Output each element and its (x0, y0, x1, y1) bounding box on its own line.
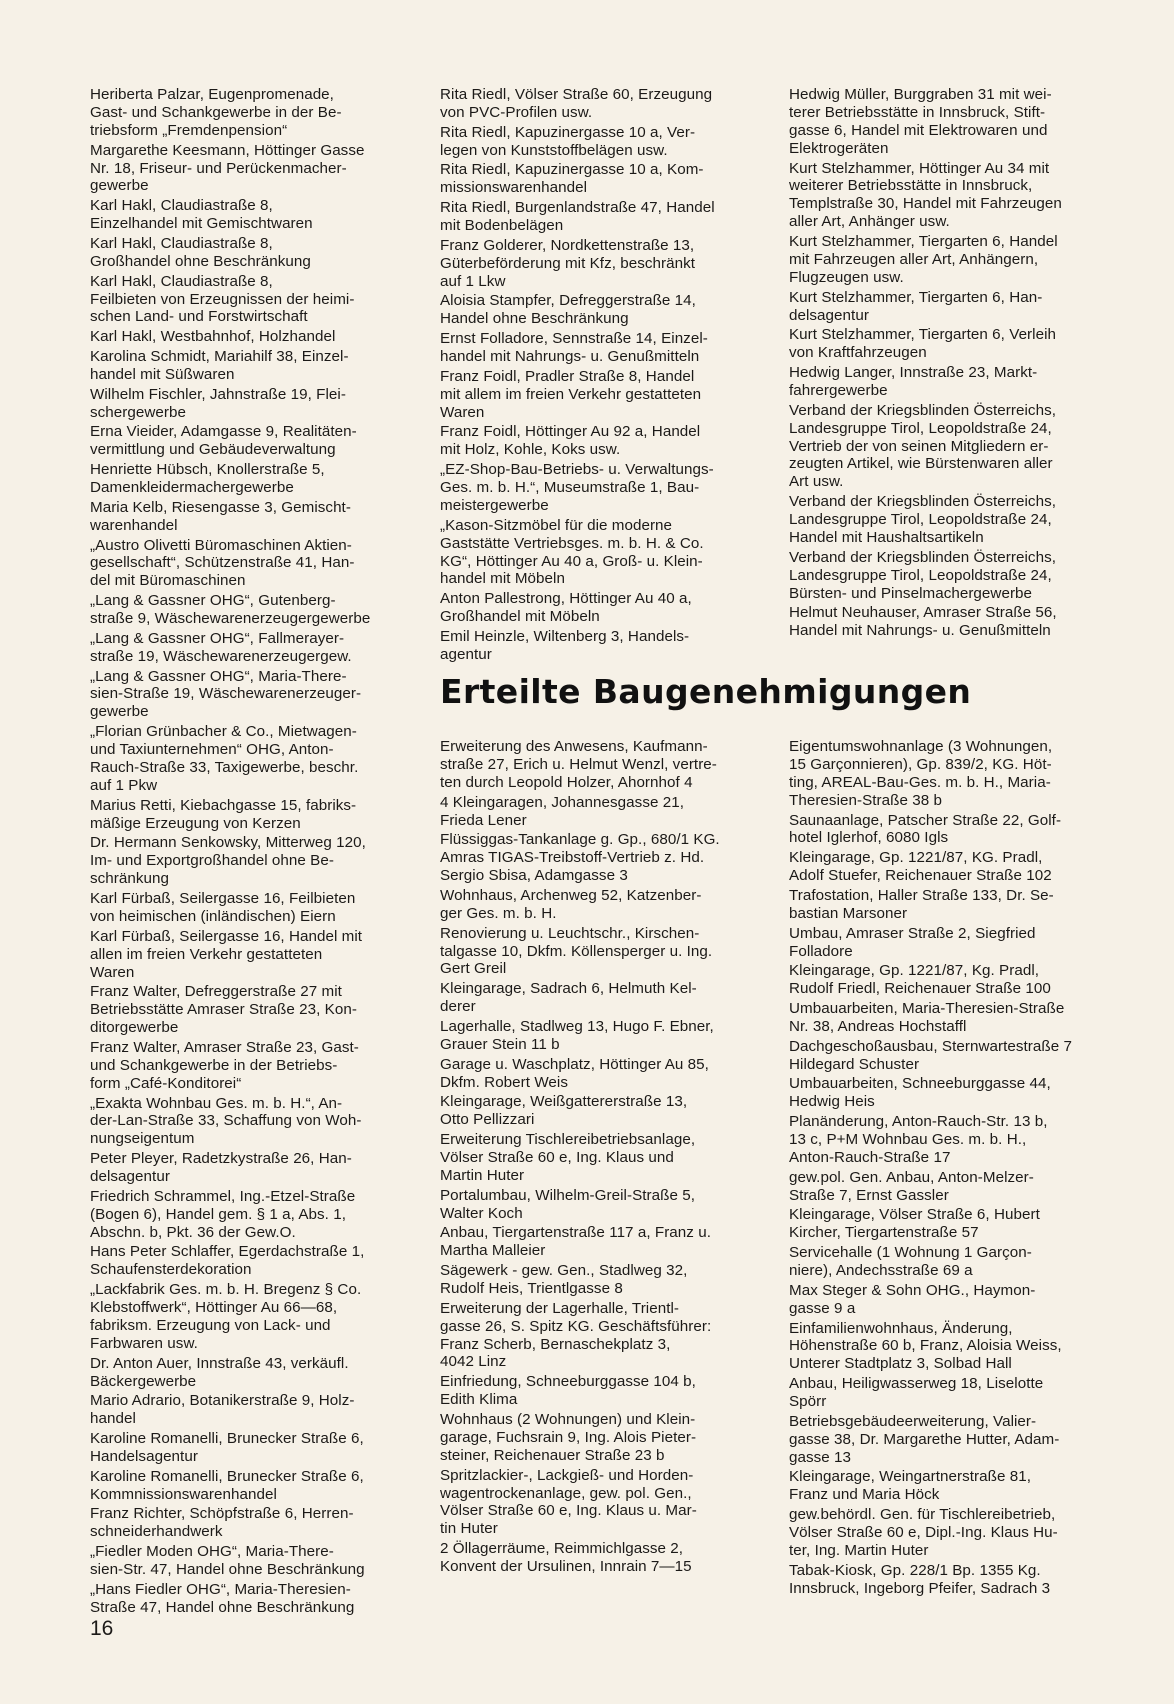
list-entry: Kleingarage, Sadrach 6, Helmuth Kel- derer (440, 980, 697, 1016)
list-entry: Rita Riedl, Kapuzinergasse 10 a, Ver- legen von Kunststoffbelägen usw. (440, 123, 696, 159)
column-3-building-permits (789, 738, 1119, 1600)
list-entry: Einfriedung, Schneeburggasse 104 b, Edith Klima (440, 1373, 696, 1409)
list-entry: Flüssiggas-Tankanlage g. Gp., 680/1 KG. Amras TIGAS-Treibstoff-Vertrieb z. Hd. Sergio Sbisa, Adamgasse 3 (440, 831, 720, 885)
list-entry: Henriette Hübsch, Knollerstraße 5, Damenkleidermachergewerbe (90, 461, 325, 497)
list-entry: 2 Öllagerräume, Reimmichlgasse 2, Konvent der Ursulinen, Innrain 7—15 (440, 1540, 692, 1576)
list-entry: Kleingarage, Weingartnerstraße 81, Franz und Maria Höck (789, 1468, 1032, 1504)
list-entry: „Lang & Gassner OHG“, Fallmerayer- straße 19, Wäschewarenerzeugergew. (90, 629, 352, 665)
list-entry: Margarethe Keesmann, Höttinger Gasse Nr. 18, Friseur- und Perückenmacher- gewerbe (90, 141, 365, 195)
list-entry: Karl Fürbaß, Seilergasse 16, Handel mit allen im freien Verkehr gestatteten Waren (90, 927, 363, 981)
list-entry: Heriberta Palzar, Eugenpromenade, Gast- und Schankgewerbe in der Be- triebsform „Fremdenpension“ (90, 86, 342, 139)
list-entry: Erweiterung des Anwesens, Kaufmann- straße 27, Erich u. Helmut Wenzl, vertre- ten durch Leopold Holzer, Ahornhof 4 (440, 738, 717, 791)
list-entry: Karolina Schmidt, Mariahilf 38, Einzel- handel mit Süßwaren (90, 348, 349, 383)
column-3-trade-licenses (789, 86, 1119, 642)
list-entry: Karoline Romanelli, Brunecker Straße 6, Handelsagentur (90, 1430, 364, 1465)
list-entry: Trafostation, Haller Straße 133, Dr. Se- bastian Marsoner (789, 886, 1054, 922)
list-entry: Franz Foidl, Höttinger Au 92 a, Handel mit Holz, Kohle, Koks usw. (440, 423, 701, 459)
list-entry: Maria Kelb, Riesengasse 3, Gemischt- warenhandel (90, 498, 351, 534)
list-entry: Mario Adrario, Botanikerstraße 9, Holz- handel (90, 1392, 355, 1428)
list-entry: „Austro Olivetti Büromaschinen Aktien- gesellschaft“, Schützenstraße 41, Han- del mit Büromaschinen (90, 536, 355, 590)
list-entry: „EZ-Shop-Bau-Betriebs- u. Verwaltungs- Ges. m. b. H.“, Museumstraße 1, Bau- meistergewerbe (440, 461, 714, 514)
list-entry: Franz Golderer, Nordkettenstraße 13, Güterbeförderung mit Kfz, beschränkt auf 1 Lkw (440, 236, 696, 290)
list-entry: Garage u. Waschplatz, Höttinger Au 85, Dkfm. Robert Weis (440, 1055, 709, 1091)
list-entry: Kleingarage, Völser Straße 6, Hubert Kircher, Tiergartenstraße 57 (789, 1206, 1040, 1242)
list-entry: Helmut Neuhauser, Amraser Straße 56, Handel mit Nahrungs- u. Genußmitteln (789, 604, 1057, 640)
list-entry: Kleingarage, Weißgattererstraße 13, Otto Pellizzari (440, 1093, 688, 1129)
list-entry: Franz Walter, Defreggerstraße 27 mit Betriebsstätte Amraser Straße 23, Kon- ditorgewerbe (90, 983, 357, 1037)
column-2-trade-licenses (440, 86, 770, 666)
list-entry: Friedrich Schrammel, Ing.-Etzel-Straße (Bogen 6), Handel gem. § 1 a, Abs. 1, Abschn. b, Pkt. 36 der Gew.O. (90, 1187, 356, 1241)
list-entry: Kurt Stelzhammer, Höttinger Au 34 mit weiterer Betriebsstätte in Innsbruck, Templstraße 30, Handel mit Fahrzeugen aller Art, Anhänger usw. (789, 159, 1062, 231)
list-entry: Renovierung u. Leuchtschr., Kirschen- talgasse 10, Dkfm. Köllensperger u. Ing. Gert Greil (440, 924, 713, 978)
list-entry: Spritzlackier-, Lackgieß- und Horden- wagentrockenanlage, gew. pol. Gen., Völser Straße 60 e, Ing. Klaus u. Mar- tin Huter (440, 1466, 697, 1538)
list-entry: Portalumbau, Wilhelm-Greil-Straße 5, Walter Koch (440, 1186, 695, 1222)
list-entry: „Exakta Wohnbau Ges. m. b. H.“, An- der-Lan-Straße 33, Schaffung von Woh- nungseigentum (90, 1094, 362, 1148)
list-entry: Aloisia Stampfer, Defreggerstraße 14, Handel ohne Beschränkung (440, 292, 696, 328)
list-entry: Peter Pleyer, Radetzkystraße 26, Han- delsagentur (90, 1150, 352, 1186)
list-entry: „Lackfabrik Ges. m. b. H. Bregenz § Co. Klebstoffwerk“, Höttinger Au 66—68, fabriksm. Erzeugung von Lack- und Farbwaren usw. (90, 1281, 362, 1352)
list-entry: Verband der Kriegsblinden Österreichs, Landesgruppe Tirol, Leopoldstraße 24, Vertrieb der von seinen Mitgliedern er- zeugten Artikel, wie Bürstenwaren aller Art usw. (789, 401, 1056, 491)
list-entry: Tabak-Kiosk, Gp. 228/1 Bp. 1355 Kg. Innsbruck, Ingeborg Pfeifer, Sadrach 3 (789, 1561, 1051, 1597)
list-entry: Betriebsgebäudeerweiterung, Valier- gasse 38, Dr. Margarethe Hutter, Adam- gasse 13 (789, 1412, 1060, 1466)
page-number: 16 (90, 1617, 114, 1640)
list-entry: Planänderung, Anton-Rauch-Str. 13 b, 13 c, P+M Wohnbau Ges. m. b. H., Anton-Rauch-Straße 17 (789, 1113, 1048, 1166)
list-entry: Franz Walter, Amraser Straße 23, Gast- und Schankgewerbe in der Betriebs- form „Café-Konditorei“ (90, 1038, 359, 1092)
list-entry: „Kason-Sitzmöbel für die moderne Gaststätte Vertriebsges. m. b. H. & Co. KG“, Höttinger Au 40 a, Groß- u. Klein- handel mit Möbeln (440, 516, 704, 588)
list-entry: Hedwig Müller, Burggraben 31 mit wei- terer Betriebsstätte in Innsbruck, Stift- gasse 6, Handel mit Elektrowaren und Elektrogeräten (789, 86, 1052, 157)
list-entry: Erweiterung der Lagerhalle, Trientl- gasse 26, S. Spitz KG. Geschäftsführer: Franz Scherb, Bernaschekplatz 3, 4042 Linz (440, 1299, 712, 1371)
list-entry: „Fiedler Moden OHG“, Maria-There- sien-Str. 47, Handel ohne Beschränkung (90, 1543, 365, 1579)
list-entry: gew.pol. Gen. Anbau, Anton-Melzer- Straße 7, Ernst Gassler (789, 1168, 1034, 1204)
list-entry: Karl Hakl, Claudiastraße 8, Feilbieten von Erzeugnissen der heimi- schen Land- und Forstwirtschaft (90, 272, 355, 326)
list-entry: Anbau, Tiergartenstraße 117 a, Franz u. Martha Malleier (440, 1224, 711, 1260)
list-entry: Karl Hakl, Westbahnhof, Holzhandel (90, 328, 336, 346)
list-entry: Saunaanlage, Patscher Straße 22, Golf- hotel Iglerhof, 6080 Igls (789, 811, 1062, 847)
list-entry: Hedwig Langer, Innstraße 23, Markt- fahrergewerbe (789, 364, 1038, 399)
list-entry: Eigentumswohnanlage (3 Wohnungen, 15 Garçonnieren), Gp. 839/2, KG. Höt- ting, AREAL-Bau-Ges. m. b. H., Maria- Theresien-Straße 38 b (789, 738, 1053, 809)
list-entry: Franz Richter, Schöpfstraße 6, Herren- schneiderhandwerk (90, 1505, 354, 1541)
list-entry: Karoline Romanelli, Brunecker Straße 6, Kommnissionswarenhandel (90, 1467, 364, 1503)
list-entry: Anbau, Heiligwasserweg 18, Liselotte Spörr (789, 1375, 1044, 1411)
list-entry: Karl Fürbaß, Seilergasse 16, Feilbieten von heimischen (inländischen) Eiern (90, 890, 356, 925)
list-entry: Max Steger & Sohn OHG., Haymon- gasse 9 a (789, 1281, 1036, 1317)
list-entry: gew.behördl. Gen. für Tischlereibetrieb, Völser Straße 60 e, Dipl.-Ing. Klaus Hu- ter, Ing. Martin Huter (789, 1506, 1058, 1559)
list-entry: Karl Hakl, Claudiastraße 8, Großhandel ohne Beschränkung (90, 234, 311, 270)
list-entry: Kurt Stelzhammer, Tiergarten 6, Han- delsagentur (789, 288, 1043, 324)
list-entry: Ernst Folladore, Sennstraße 14, Einzel- handel mit Nahrungs- u. Genußmitteln (440, 330, 708, 366)
list-entry: Karl Hakl, Claudiastraße 8, Einzelhandel mit Gemischtwaren (90, 197, 313, 233)
list-entry: Wilhelm Fischler, Jahnstraße 19, Flei- schergewerbe (90, 385, 346, 421)
list-entry: Sägewerk - gew. Gen., Stadlweg 32, Rudolf Heis, Trientlgasse 8 (440, 1262, 688, 1297)
list-entry: Dachgeschoßausbau, Sternwartestraße 7 Hildegard Schuster (789, 1037, 1072, 1073)
list-entry: Verband der Kriegsblinden Österreichs, Landesgruppe Tirol, Leopoldstraße 24, Handel mit Haushaltsartikeln (789, 493, 1056, 546)
list-entry: Umbau, Amraser Straße 2, Siegfried Folladore (789, 924, 1036, 960)
column-2-building-permits (440, 738, 770, 1578)
list-entry: Verband der Kriegsblinden Österreichs, Landesgruppe Tirol, Leopoldstraße 24, Bürsten- und Pinselmachergewerbe (789, 548, 1056, 602)
list-entry: Erna Vieider, Adamgasse 9, Realitäten- vermittlung und Gebäudeverwaltung (90, 423, 357, 459)
list-entry: Hans Peter Schlaffer, Egerdachstraße 1, Schaufensterdekoration (90, 1243, 365, 1279)
list-entry: „Florian Grünbacher & Co., Mietwagen- und Taxiunternehmen“ OHG, Anton- Rauch-Straße 33, Taxigewerbe, beschr. auf 1 Pkw (90, 723, 359, 794)
list-entry: Anton Pallestrong, Höttinger Au 40 a, Großhandel mit Möbeln (440, 590, 692, 626)
list-entry: Kleingarage, Gp. 1221/87, Kg. Pradl, Rudolf Friedl, Reichenauer Straße 100 (789, 962, 1051, 998)
list-entry: Einfamilienwohnhaus, Änderung, Höhenstraße 60 b, Franz, Aloisia Weiss, Unterer Stadtplatz 3, Solbad Hall (789, 1319, 1062, 1373)
list-entry: Umbauarbeiten, Maria-Theresien-Straße Nr. 38, Andreas Hochstaffl (789, 1000, 1065, 1035)
list-entry: Wohnhaus (2 Wohnungen) und Klein- garage, Fuchsrain 9, Ing. Alois Pieter- steiner, Reichenauer Straße 23 b (440, 1410, 697, 1464)
list-entry: 4 Kleingaragen, Johannesgasse 21, Frieda Lener (440, 793, 684, 829)
list-entry: Dr. Hermann Senkowsky, Mitterweg 120, Im- und Exportgroßhandel ohne Be- schränkung (90, 834, 366, 888)
list-entry: Kleingarage, Gp. 1221/87, KG. Pradl, Adolf Stuefer, Reichenauer Straße 102 (789, 849, 1052, 885)
list-entry: Lagerhalle, Stadlweg 13, Hugo F. Ebner, Grauer Stein 11 b (440, 1017, 714, 1053)
list-entry: „Lang & Gassner OHG“, Maria-There- sien-Straße 19, Wäschewarenerzeuger- gewerbe (90, 667, 362, 721)
list-entry: „Hans Fiedler OHG“, Maria-Theresien- Straße 47, Handel ohne Beschränkung (90, 1580, 355, 1616)
list-entry: Rita Riedl, Kapuzinergasse 10 a, Kom- missionswarenhandel (440, 161, 704, 197)
list-entry: Kurt Stelzhammer, Tiergarten 6, Handel mit Fahrzeugen aller Art, Anhängern, Flugzeugen usw. (789, 233, 1058, 286)
list-entry: Umbauarbeiten, Schneeburggasse 44, Hedwig Heis (789, 1075, 1051, 1111)
list-entry: Dr. Anton Auer, Innstraße 43, verkäufl. Bäckergewerbe (90, 1354, 349, 1390)
list-entry: „Lang & Gassner OHG“, Gutenberg- straße 9, Wäschewarenerzeugergewerbe (90, 592, 371, 628)
column-1-trade-licenses (90, 86, 420, 1619)
section-heading-building-permits: Erteilte Baugenehmigungen (440, 672, 972, 711)
list-entry: Rita Riedl, Völser Straße 60, Erzeugung von PVC-Profilen usw. (440, 86, 713, 121)
list-entry: Servicehalle (1 Wohnung 1 Garçon- niere), Andechsstraße 69 a (789, 1244, 1032, 1280)
list-entry: Franz Foidl, Pradler Straße 8, Handel mit allem im freien Verkehr gestatteten Waren (440, 367, 702, 421)
list-entry: Kurt Stelzhammer, Tiergarten 6, Verleih von Kraftfahrzeugen (789, 326, 1057, 362)
list-entry: Rita Riedl, Burgenlandstraße 47, Handel mit Bodenbelägen (440, 199, 715, 235)
list-entry: Marius Retti, Kiebachgasse 15, fabriks- mäßige Erzeugung von Kerzen (90, 796, 357, 832)
list-entry: Erweiterung Tischlereibetriebsanlage, Völser Straße 60 e, Ing. Klaus und Martin Huter (440, 1131, 696, 1184)
list-entry: Wohnhaus, Archenweg 52, Katzenber- ger Ges. m. b. H. (440, 886, 702, 922)
list-entry: Emil Heinzle, Wiltenberg 3, Handels- agentur (440, 627, 690, 663)
